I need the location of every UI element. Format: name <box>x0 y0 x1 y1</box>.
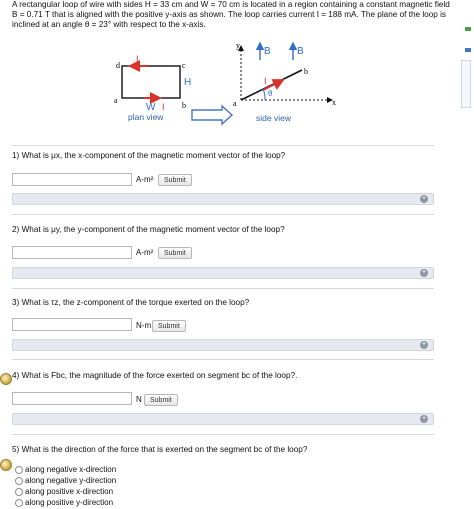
side-label-i: I <box>264 76 267 86</box>
submit-button-2[interactable]: Submit <box>158 247 192 259</box>
intro-line-2: B = 0.71 T that is aligned with the positive y-axis as shown. The loop carries current I = 188 mA. The plane of the loop is <box>12 10 447 19</box>
view-transition-arrow <box>192 106 232 124</box>
section-separator <box>12 359 434 360</box>
answer-2-unit: A-m² <box>136 248 154 257</box>
question-2 <box>12 225 285 234</box>
radio-option-1[interactable] <box>15 466 23 474</box>
submit-button-3[interactable]: Submit <box>152 320 186 332</box>
question-5-number: 5) <box>12 445 20 454</box>
radio-option-3[interactable] <box>15 488 23 496</box>
answer-4-input[interactable] <box>12 392 132 405</box>
plus-icon[interactable]: + <box>421 415 427 422</box>
plan-label-i-top: I <box>136 54 139 64</box>
side-label-b: b <box>304 67 308 76</box>
plan-label-a: a <box>114 96 118 105</box>
submit-button-1[interactable]: Submit <box>158 174 192 186</box>
hint-bar-3[interactable] <box>12 339 434 351</box>
option-3-label[interactable]: along positive x-direction <box>25 487 114 496</box>
answer-2-input[interactable] <box>12 246 132 259</box>
side-label-x: x <box>332 98 336 107</box>
answer-1-input[interactable] <box>12 173 132 186</box>
hint-bar-2[interactable] <box>12 267 434 279</box>
plan-loop-rect <box>122 66 180 98</box>
answer-1-unit: A-m² <box>136 175 154 184</box>
side-label-theta: θ <box>268 89 273 98</box>
intro-line-1: A rectangular loop of wire with sides H = 33 cm and W = 70 cm is located in a region containing a constant magnetic field <box>12 0 450 9</box>
hint-bar-1[interactable] <box>12 193 434 205</box>
intro-line-3: inclined at an angle θ = 23° with respect to the x-axis. <box>12 20 206 29</box>
radio-option-4[interactable] <box>15 499 23 507</box>
option-1-label[interactable]: along negative x-direction <box>25 465 117 474</box>
section-separator <box>12 434 434 435</box>
right-toolbar <box>458 0 474 120</box>
toolbar-marker-2 <box>465 48 471 52</box>
plus-icon[interactable]: + <box>421 269 427 276</box>
plan-label-w: W <box>146 102 156 113</box>
side-label-a: a <box>233 99 237 108</box>
feedback-icon[interactable] <box>0 373 12 385</box>
question-2-number: 2) <box>12 225 20 234</box>
question-1-text: What is μx, the x-component of the magnetic moment vector of the loop? <box>21 151 286 160</box>
plus-icon[interactable]: + <box>421 341 427 348</box>
plan-label-i-bottom: I <box>162 102 165 112</box>
question-5 <box>12 445 307 454</box>
question-3-number: 3) <box>12 298 20 307</box>
question-1 <box>12 151 285 160</box>
question-3-text: What is τz, the z-component of the torque exerted on the loop? <box>21 298 250 307</box>
plus-icon[interactable]: + <box>421 195 427 202</box>
question-3 <box>12 298 249 307</box>
section-separator <box>12 145 434 146</box>
plan-label-b: b <box>182 101 186 110</box>
question-2-text: What is μy, the y-component of the magnetic moment vector of the loop? <box>21 225 285 234</box>
plan-label-d: d <box>116 61 120 70</box>
hint-bar-4[interactable] <box>12 413 434 425</box>
side-panel-tab[interactable] <box>461 60 471 108</box>
question-4-number: 4) <box>12 371 20 380</box>
side-view-caption: side view <box>256 113 291 123</box>
question-5-text: What is the direction of the force that is exerted on the segment bc of the loop? <box>21 445 308 454</box>
problem-statement <box>12 0 452 30</box>
feedback-icon[interactable] <box>0 459 12 471</box>
side-label-b1: B <box>264 46 271 57</box>
question-4-text: What is Fbc, the magnitude of the force exerted on segment bc of the loop?. <box>21 371 298 380</box>
option-4-label[interactable]: along positive y-direction <box>25 498 114 507</box>
plan-view-caption: plan view <box>128 112 164 122</box>
plan-label-c: c <box>182 61 186 70</box>
answer-3-input[interactable] <box>12 318 132 331</box>
theta-arc <box>263 89 265 100</box>
question-1-number: 1) <box>12 151 20 160</box>
question-4 <box>12 371 297 380</box>
loop-diagram <box>100 38 360 132</box>
section-separator <box>12 214 434 215</box>
toolbar-marker-1 <box>465 27 471 31</box>
side-label-b2: B <box>297 46 304 57</box>
plan-label-h: H <box>184 77 192 88</box>
answer-3-unit: N-m <box>136 321 152 330</box>
option-2-label[interactable]: along negative y-direction <box>25 476 117 485</box>
side-label-y: y <box>236 41 240 50</box>
submit-button-4[interactable]: Submit <box>144 394 178 406</box>
answer-4-unit: N <box>136 395 142 404</box>
section-separator <box>12 288 434 289</box>
radio-option-2[interactable] <box>15 477 23 485</box>
